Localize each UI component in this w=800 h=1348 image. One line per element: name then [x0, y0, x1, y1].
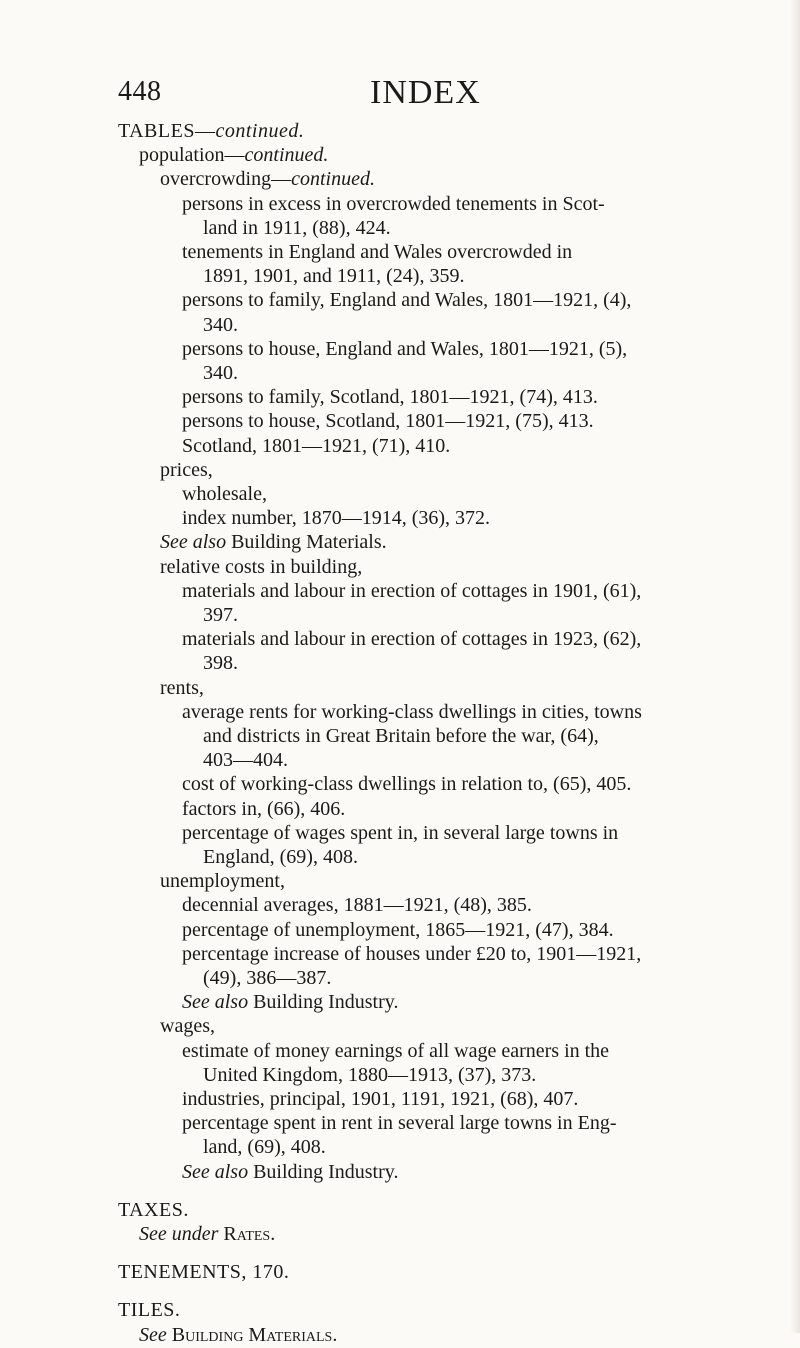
- index-heading-taxes: TAXES.: [118, 1199, 189, 1221]
- index-entry: materials and labour in erection of cottages in 1923, (62),: [182, 628, 642, 650]
- index-entry: materials and labour in erection of cottages in 1901, (61),: [182, 580, 642, 602]
- index-subheading-wholesale: wholesale,: [182, 483, 267, 505]
- index-entry: persons to house, England and Wales, 1801—1921, (5),: [182, 338, 628, 360]
- index-subheading-rents: rents,: [160, 677, 204, 699]
- index-entry: persons in excess in overcrowded tenements in Scot-: [182, 193, 605, 215]
- index-see-under: See under Rates.: [139, 1223, 276, 1245]
- index-see: See Building Materials.: [139, 1324, 338, 1346]
- index-entry: persons to family, England and Wales, 1801—1921, (4),: [182, 289, 632, 311]
- index-entry: industries, principal, 1901, 1191, 1921, (68), 407.: [182, 1088, 579, 1110]
- index-entry: percentage increase of houses under £20 to, 1901—1921,: [182, 943, 642, 965]
- index-entry: Scotland, 1801—1921, (71), 410.: [182, 435, 451, 457]
- index-entry-continuation: land in 1911, (88), 424.: [203, 217, 391, 239]
- index-see-also: See also Building Industry.: [182, 1161, 399, 1183]
- index-entry: factors in, (66), 406.: [182, 798, 346, 820]
- index-subheading-population: population—continued.: [139, 144, 329, 166]
- index-entry-continuation: (49), 386—387.: [203, 967, 332, 989]
- index-subheading-prices: prices,: [160, 459, 213, 481]
- index-subheading-unemployment: unemployment,: [160, 870, 285, 892]
- index-heading-tables: TABLES—continued.: [118, 120, 305, 142]
- index-heading-tiles: TILES.: [118, 1299, 181, 1321]
- index-entry-continuation: 398.: [203, 652, 238, 674]
- index-heading-tenements: TENEMENTS, 170.: [118, 1261, 290, 1283]
- index-entry: cost of working-class dwellings in relation to, (65), 405.: [182, 773, 632, 795]
- index-entry: estimate of money earnings of all wage earners in the: [182, 1040, 610, 1062]
- index-subheading-relative-costs: relative costs in building,: [160, 556, 363, 578]
- index-entry-continuation: land, (69), 408.: [203, 1136, 326, 1158]
- index-see-also: See also Building Industry.: [182, 991, 399, 1013]
- index-entry: percentage of unemployment, 1865—1921, (47), 384.: [182, 919, 614, 941]
- index-entry-continuation: 1891, 1901, and 1911, (24), 359.: [203, 265, 465, 287]
- index-entry-continuation: 403—404.: [203, 749, 288, 771]
- index-entry: average rents for working-class dwellings in cities, towns: [182, 701, 642, 723]
- index-entry-continuation: and districts in Great Britain before the war, (64),: [203, 725, 599, 747]
- index-entry: persons to family, Scotland, 1801—1921, (74), 413.: [182, 386, 598, 408]
- index-entry-continuation: 397.: [203, 604, 238, 626]
- index-entry-continuation: England, (69), 408.: [203, 846, 358, 868]
- index-subheading-overcrowding: overcrowding—continued.: [160, 168, 375, 190]
- index-see-also: See also Building Materials.: [160, 531, 387, 553]
- index-subheading-wages: wages,: [160, 1015, 215, 1037]
- index-entry-continuation: 340.: [203, 362, 238, 384]
- index-entry: percentage of wages spent in, in several large towns in: [182, 822, 619, 844]
- index-entry: index number, 1870—1914, (36), 372.: [182, 507, 491, 529]
- index-entry-continuation: 340.: [203, 314, 238, 336]
- index-entry: persons to house, Scotland, 1801—1921, (75), 413.: [182, 410, 594, 432]
- page-title: INDEX: [370, 74, 481, 111]
- index-entry: decennial averages, 1881—1921, (48), 385.: [182, 894, 532, 916]
- page-number: 448: [118, 76, 162, 107]
- index-entry-continuation: United Kingdom, 1880—1913, (37), 373.: [203, 1064, 537, 1086]
- index-entry: percentage spent in rent in several large towns in Eng-: [182, 1112, 617, 1134]
- index-entry: tenements in England and Wales overcrowded in: [182, 241, 573, 263]
- page-edge-shadow: [790, 0, 800, 1333]
